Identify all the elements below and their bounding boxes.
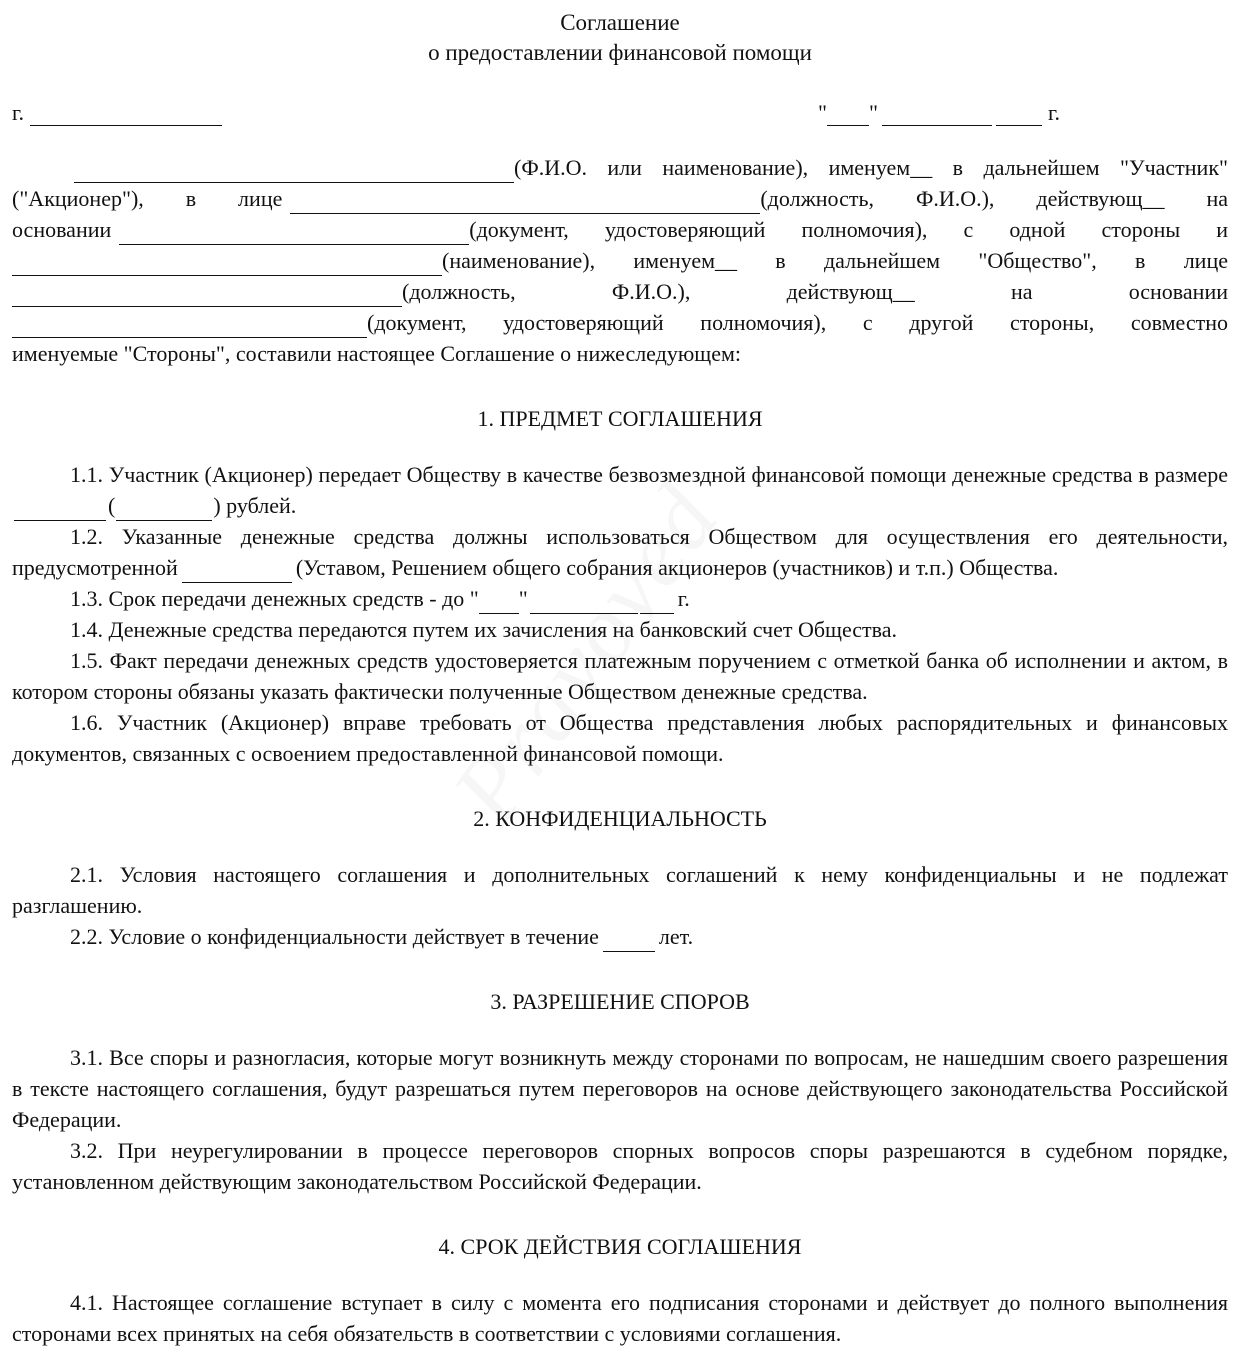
clause-1-1	[12, 459, 1228, 521]
preamble-line-7: именуемые "Стороны", составили настоящее Соглашение о нижеследующем:	[12, 341, 742, 366]
clause-1-5: 1.5. Факт передачи денежных средств удостоверяется платежным поручением с отметкой банка об исполнении и актом, в котором стороны обязаны указать фактически полученные Обществом денежные средства.	[12, 648, 1228, 704]
preamble-line-5	[12, 276, 1228, 307]
clause-2-1: 2.1. Условия настоящего соглашения и дополнительных соглашений к нему конфиденциальны и не подлежат разглашению.	[12, 862, 1228, 918]
date-year-blank[interactable]	[996, 103, 1042, 126]
transfer-day-blank[interactable]	[479, 591, 519, 614]
section-4-heading: 4. СРОК ДЕЙСТВИЯ СОГЛАШЕНИЯ	[438, 1234, 802, 1259]
preamble-line-2-prefix: ("Акционер"), в лице	[12, 186, 283, 211]
preamble-line-6-text: (документ, удостоверяющий полномочия), с другой стороны, совместно	[367, 310, 1228, 335]
company-authority-doc-blank[interactable]	[12, 315, 367, 338]
clause-2-2-text-a: 2.2. Условие о конфиденциальности действует в течение	[70, 924, 599, 949]
clause-2-2	[12, 921, 1228, 952]
clause-1-2-text-a: 1.2. Указанные денежные средства должны использоваться Обществом для осуществления его деятельности, предусмотренной	[12, 524, 1228, 580]
company-name-blank[interactable]	[12, 253, 442, 276]
participant-representative-blank[interactable]	[290, 191, 760, 214]
preamble-line-3	[12, 214, 1228, 245]
clause-1-4: 1.4. Денежные средства передаются путем их зачисления на банковский счет Общества.	[70, 617, 898, 642]
city-label: г.	[12, 100, 25, 125]
city-field	[12, 100, 222, 126]
preamble-line-2-text: (должность, Ф.И.О.), действующ__ на	[760, 186, 1228, 211]
clause-1-3-quote-close: "	[518, 586, 528, 611]
company-representative-blank[interactable]	[12, 284, 402, 307]
amount-digits-blank[interactable]	[14, 498, 106, 521]
clause-1-1-paren-open: (	[108, 493, 116, 518]
clause-1-2-text-b: (Уставом, Решением общего собрания акционеров (участников) и т.п.) Общества.	[295, 555, 1059, 580]
preamble	[12, 152, 1228, 369]
participant-name-blank[interactable]	[74, 160, 514, 183]
city-blank[interactable]	[30, 103, 222, 126]
preamble-line-2	[12, 183, 1228, 214]
clause-1-3-text-a: 1.3. Срок передачи денежных средств - до "	[70, 586, 479, 611]
clause-1-2	[12, 521, 1228, 583]
clause-1-1-text-a: 1.1. Участник (Акционер) передает Обществу в качестве безвозмездной финансовой помощи денежные средства в размере	[70, 462, 1228, 487]
clause-4-1: 4.1. Настоящее соглашение вступает в силу с момента его подписания сторонами и действует до полного выполнения сторонами всех принятых на себя обязательств в соответствии с условиями соглашения.	[12, 1290, 1228, 1346]
transfer-month-blank[interactable]	[530, 591, 638, 614]
section-3-heading: 3. РАЗРЕШЕНИЕ СПОРОВ	[490, 989, 750, 1014]
date-year-suffix: г.	[1047, 100, 1060, 125]
title-line-1: Соглашение	[560, 10, 680, 35]
clause-2-2-text-b: лет.	[658, 924, 694, 949]
transfer-year-blank[interactable]	[640, 591, 674, 614]
date-day-blank[interactable]	[827, 103, 869, 126]
clause-1-1-text-b: ) рублей.	[213, 493, 297, 518]
clause-1-3-text-b: г.	[677, 586, 690, 611]
date-field	[818, 100, 1228, 126]
clause-3-1: 3.1. Все споры и разногласия, которые могут возникнуть между сторонами по вопросам, не нашедшим своего разрешения в тексте настоящего соглашения, будут разрешаться путем переговоров на основе действующего законодательства Российской Федерации.	[12, 1045, 1228, 1132]
constituent-document-blank[interactable]	[182, 560, 292, 583]
participant-authority-doc-blank[interactable]	[119, 222, 469, 245]
amount-words-blank[interactable]	[116, 498, 212, 521]
section-1-heading: 1. ПРЕДМЕТ СОГЛАШЕНИЯ	[477, 406, 763, 431]
document-content	[0, 8, 1240, 1349]
clause-1-6: 1.6. Участник (Акционер) вправе требовать от Общества представления любых распорядительных и финансовых документов, связанных с освоением предоставленной финансовой помощи.	[12, 710, 1228, 766]
preamble-line-3-prefix: основании	[12, 217, 112, 242]
place-and-date-row	[12, 100, 1228, 126]
date-quote-open: "	[817, 100, 827, 125]
date-month-blank[interactable]	[882, 103, 992, 126]
preamble-line-1-text: (Ф.И.О. или наименование), именуем__ в дальнейшем "Участник"	[514, 155, 1228, 180]
preamble-line-3-text: (документ, удостоверяющий полномочия), с одной стороны и	[469, 217, 1228, 242]
title-line-2: о предоставлении финансовой помощи	[428, 40, 812, 65]
preamble-line-1	[12, 152, 1228, 183]
preamble-line-5-text: (должность, Ф.И.О.), действующ__ на основании	[402, 279, 1228, 304]
document-title	[12, 8, 1228, 68]
preamble-line-4	[12, 245, 1228, 276]
clause-1-3	[12, 583, 1228, 614]
clause-3-2: 3.2. При неурегулировании в процессе переговоров спорных вопросов споры разрешаются в судебном порядке, установленном действующим законодательством Российской Федерации.	[12, 1138, 1228, 1194]
confidentiality-years-blank[interactable]	[603, 929, 655, 952]
date-quote-close: "	[868, 100, 878, 125]
preamble-line-4-text: (наименование), именуем__ в дальнейшем "Общество", в лице	[442, 248, 1228, 273]
section-2-heading: 2. КОНФИДЕНЦИАЛЬНОСТЬ	[473, 806, 767, 831]
preamble-line-6	[12, 307, 1228, 338]
